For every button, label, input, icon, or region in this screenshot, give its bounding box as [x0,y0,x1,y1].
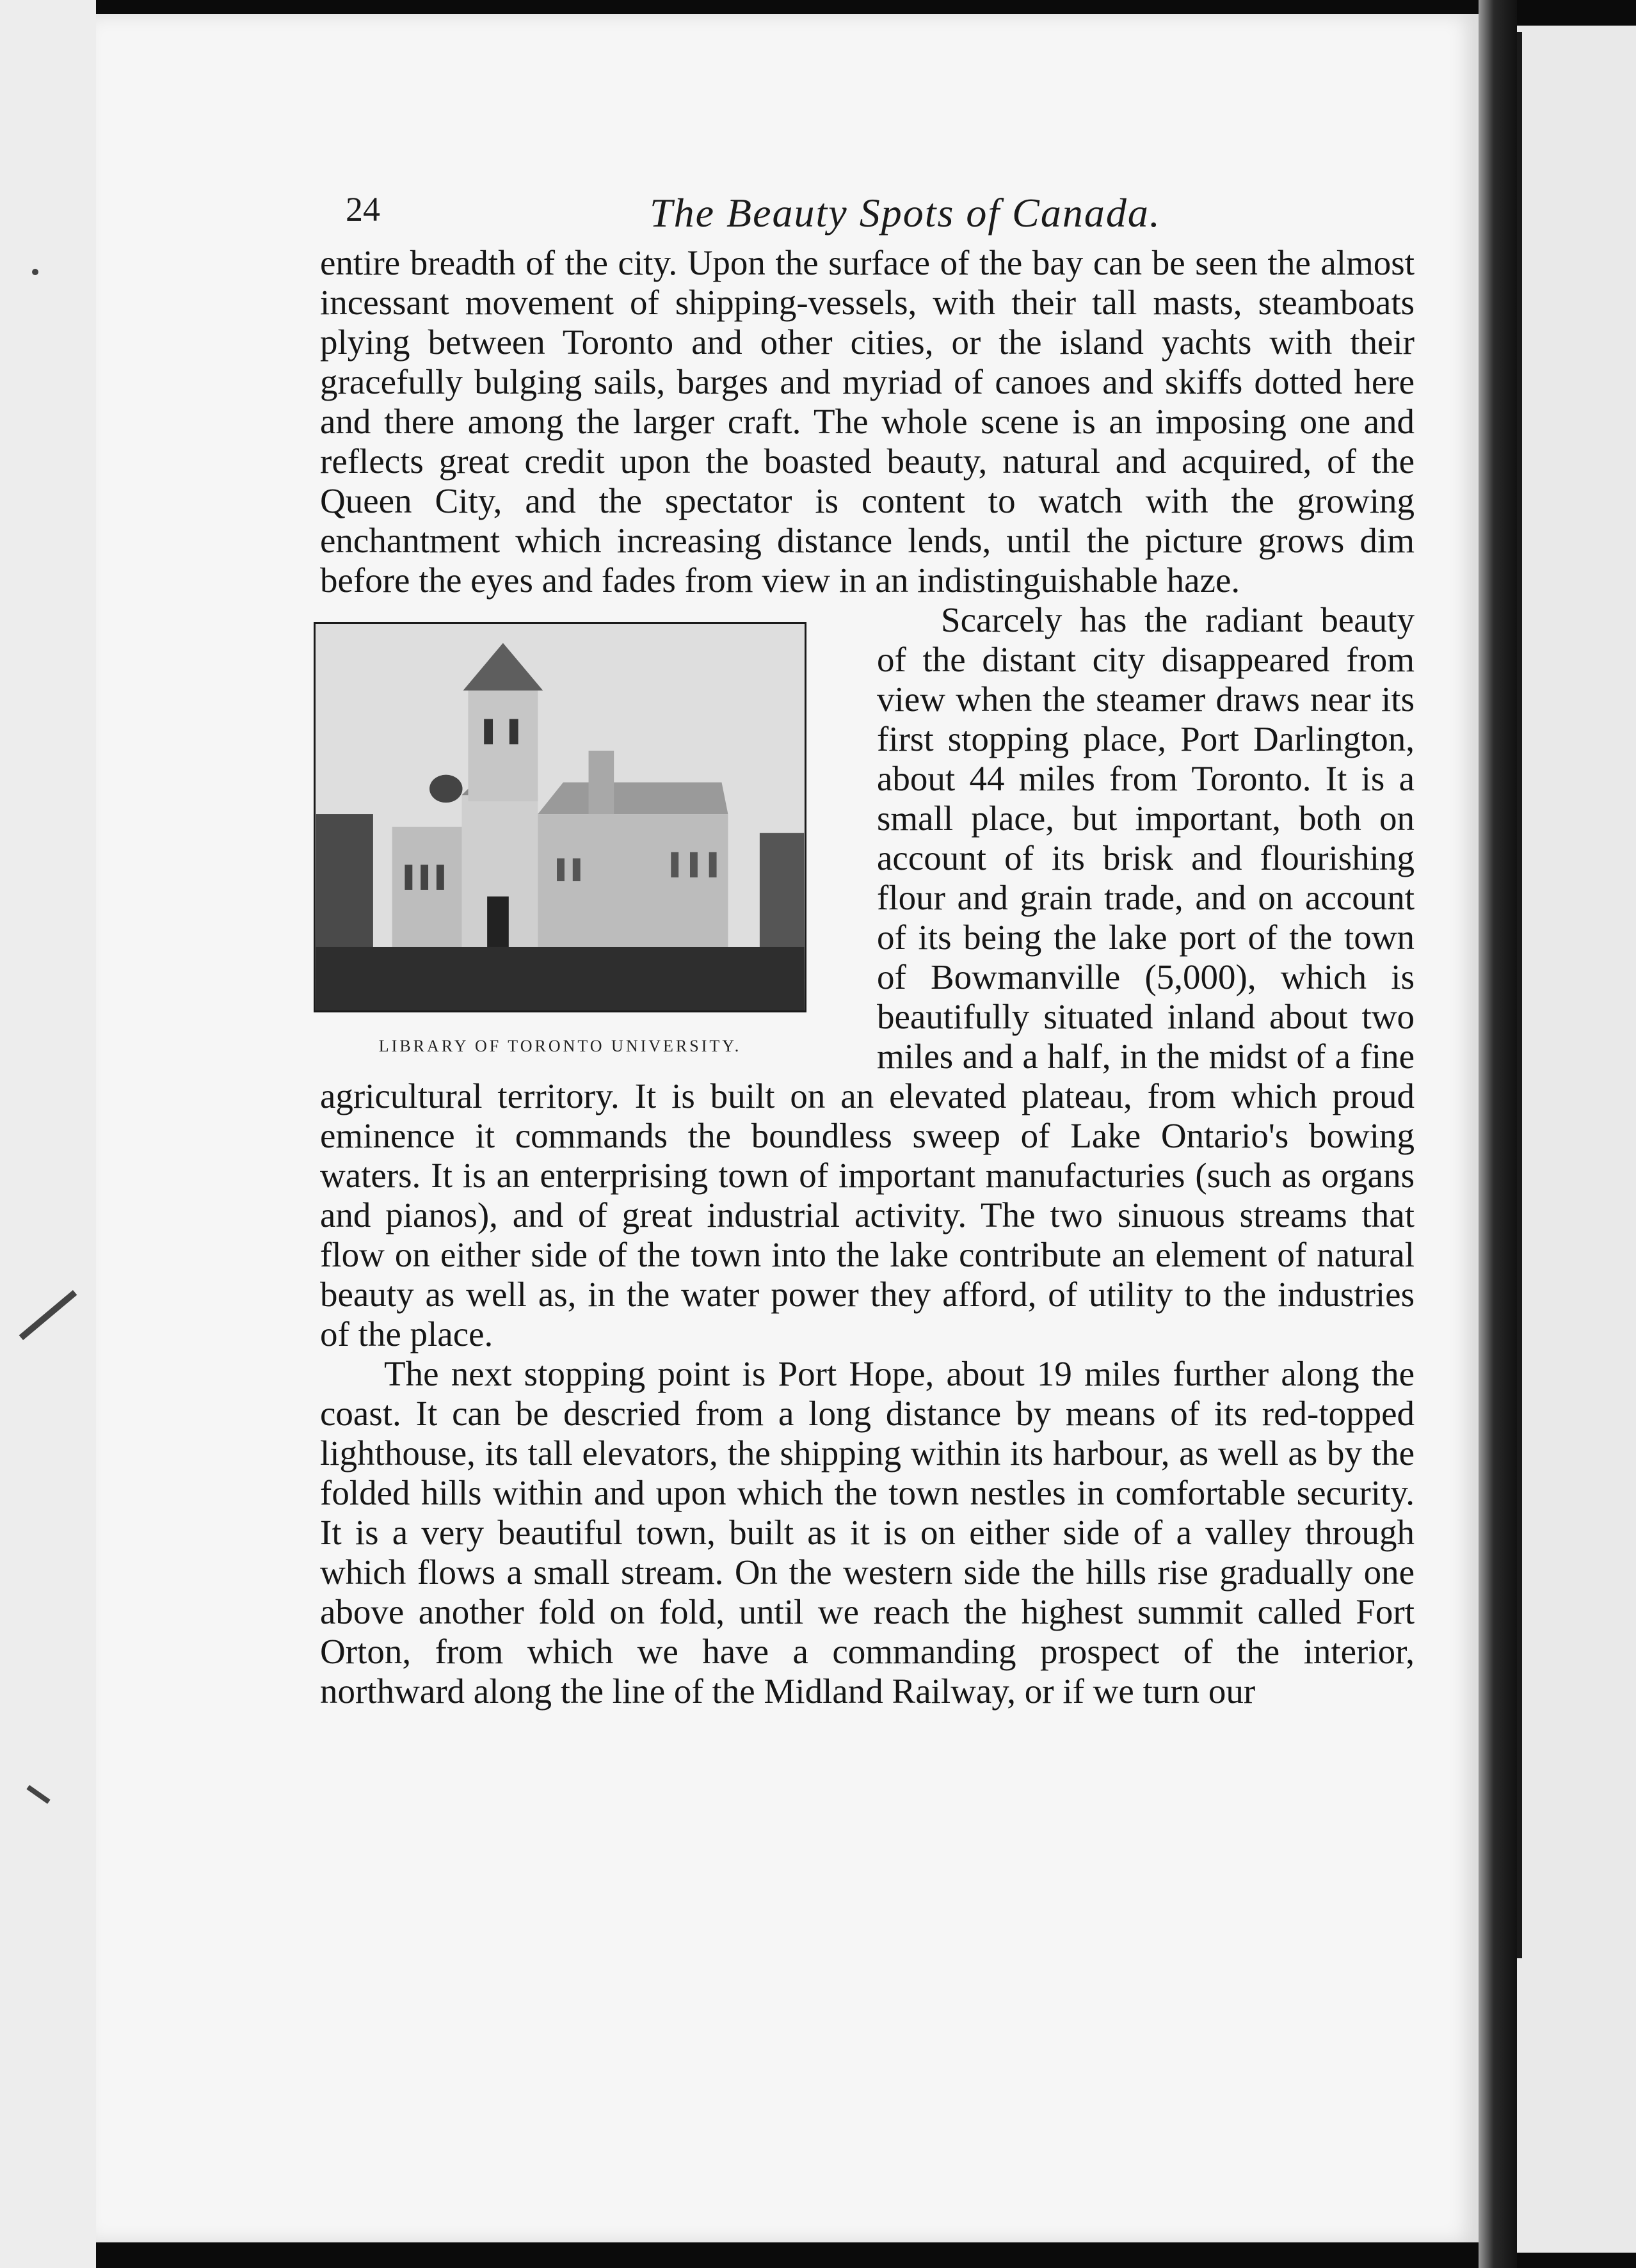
library-building-illustration [316,624,805,1010]
facing-page-border [1517,32,1522,1958]
library-photo [314,622,806,1012]
paragraph-2: Scarcely has the radiant beauty of the distant city disappeared from view when the steamer draws near its first stopping place, Port Darlington, about 44 miles from Toronto. It is a small place, but important, both on account of its brisk and flourishing flour and grain trade, and on account of its being the lake port of the town of Bowmanville (5,000), which is beautifully situated inland about two miles and a half, in the midst of a fine agricultural territory. It is built on an elevated plateau, from which proud eminence it commands the boundless sweep of Lake Ontario's bowing waters. It is an enterprising town of important manufacturies (such as organs and pianos), and of great industrial activity. The two sinuous streams that flow on either side of the town into the lake contribute an element of natural beauty as well as, in the water power they afford, of utility to the industries of the place. [320,600,1415,1354]
running-head [346,189,1447,247]
body-text [320,243,1415,1711]
figure-caption: LIBRARY OF TORONTO UNIVERSITY. [378,1037,742,1055]
figure-library [314,622,838,1066]
paragraph-3: The next stopping point is Port Hope, about 19 miles further along the coast. It can be descried from a long distance by means of its red-topped lighthouse, its tall elevators, the shipping within its harbour, as well as by the folded hills within and upon which the town nestles in comfortable security. It is a very beautiful town, built as it is on either side of a valley through which flows a small stream. On the western side the hills rise gradually one above another fold on fold, until we reach the highest summit called Fort Orton, from which we have a commanding prospect of the interior, northward along the line of the Midland Railway, or if we turn our [320,1354,1415,1711]
paragraph-1: entire breadth of the city. Upon the surface of the bay can be seen the almost incessant movement of shipping-vessels, with their tall masts, steamboats plying between Toronto and other cities, or the island yachts with their gracefully bulging sails, barges and myriad of canoes and skiffs dotted here and there among the larger craft. The whole scene is an imposing one and reflects great credit upon the boasted beauty, natural and acquired, of the Queen City, and the spectator is content to watch with the growing enchantment which increasing distance lends, until the picture grows dim before the eyes and fades from view in an indistinguishable haze. [320,243,1415,600]
scan-left-margin [0,0,96,2268]
scan-mark-dot [32,269,38,275]
facing-page-edge [1517,26,1636,2253]
page-gutter [1479,0,1517,2268]
running-title: The Beauty Spots of Canada. [650,190,1161,236]
page-number: 24 [346,190,380,228]
